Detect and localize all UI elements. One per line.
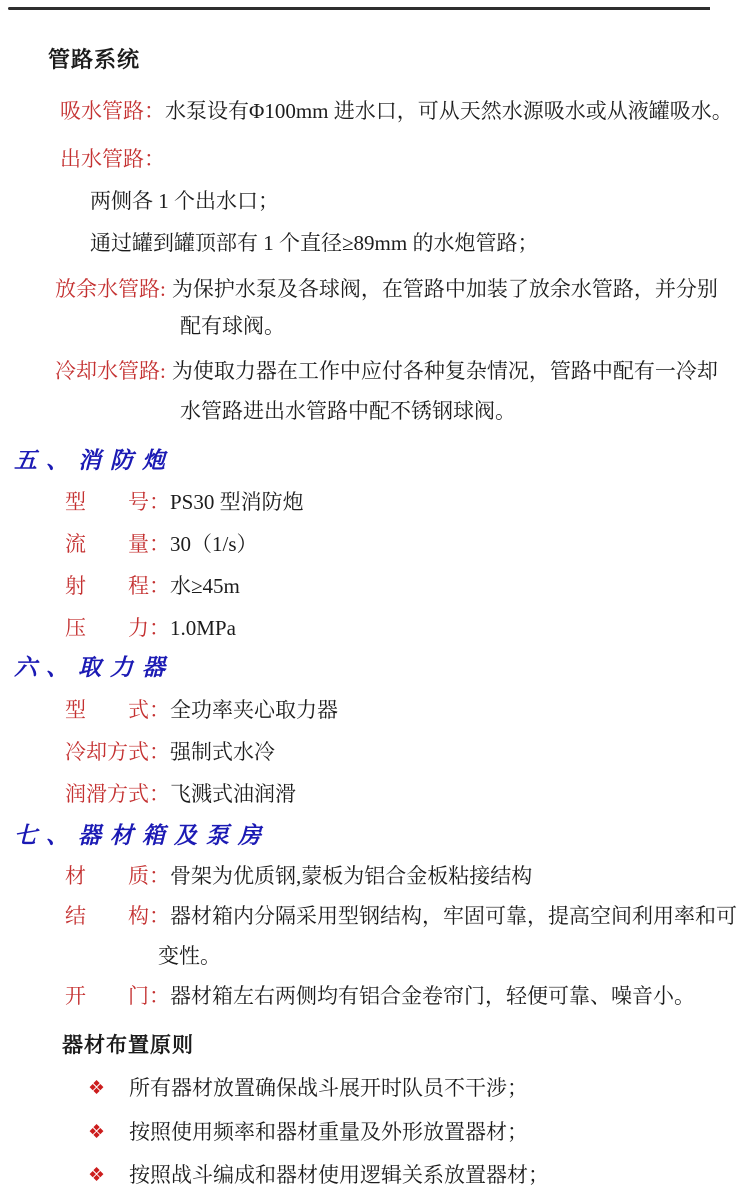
spec-label-model: 型 号： [65, 490, 170, 514]
principle-item-2 [88, 1119, 528, 1146]
spec-row-range [65, 573, 240, 599]
spec-value-pressure: 1.0MPa [170, 616, 236, 640]
drain-pipe-text-2: 配有球阀。 [180, 314, 285, 338]
diamond-bullet-icon: ❖ [88, 1122, 106, 1143]
spec-label-flow: 流 量： [65, 532, 170, 556]
cooling-pipe-line-1 [55, 358, 718, 384]
spec-label-pressure: 压 力： [65, 616, 170, 640]
cooling-pipe-label: 冷却水管路: [55, 359, 166, 383]
outlet-item-1: 两侧各 1 个出水口； [90, 189, 279, 213]
spec-label-pto-cooling: 冷却方式： [65, 740, 170, 764]
spec-row-pto-cooling [65, 739, 275, 765]
suction-pipe-text: 水泵设有Φ100mm 进水口，可从天然水源吸水或从液罐吸水。 [165, 99, 733, 123]
section-heading-pto: 六、取力器 [14, 655, 174, 680]
spec-value-flow: 30（1/s） [170, 532, 258, 556]
diamond-bullet-icon: ❖ [88, 1078, 106, 1099]
principle-item-1 [88, 1075, 528, 1102]
outlet-item-2: 通过罐到罐顶部有 1 个直径≥89mm 的水炮管路； [90, 231, 539, 255]
section-heading-fire-monitor: 五、消防炮 [14, 448, 174, 473]
spec-row-doors [65, 983, 695, 1009]
spec-label-pto-lubrication: 润滑方式： [65, 782, 170, 806]
diamond-bullet-icon: ❖ [88, 1165, 106, 1186]
cooling-pipe-text-2: 水管路进出水管路中配不锈钢球阀。 [180, 399, 516, 423]
spec-label-pto-type: 型 式： [65, 698, 170, 722]
principle-text-1: 所有器材放置确保战斗展开时队员不干涉； [129, 1076, 529, 1100]
spec-row-pto-lubrication [65, 781, 296, 807]
spec-value-pto-lubrication: 飞溅式油润滑 [170, 782, 296, 806]
principles-title: 器材布置原则 [62, 1034, 194, 1057]
drain-pipe-text-1: 为保护水泵及各球阀，在管路中加装了放余水管路，并分别 [171, 277, 718, 301]
spec-value-range: 水≥45m [170, 574, 240, 598]
principle-text-2: 按照使用频率和器材重量及外形放置器材； [129, 1120, 529, 1144]
suction-pipe-line [60, 98, 733, 124]
spec-value-material: 骨架为优质钢,蒙板为铝合金板粘接结构 [170, 864, 533, 888]
spec-row-pto-type [65, 697, 338, 723]
spec-row-material [65, 863, 532, 889]
spec-value-model: PS30 型消防炮 [170, 490, 304, 514]
spec-row-model [65, 489, 304, 515]
section-heading-equipment-box: 七、器材箱及泵房 [14, 823, 270, 848]
principle-text-3: 按照战斗编成和器材使用逻辑关系放置器材； [129, 1163, 550, 1187]
drain-pipe-label: 放余水管路: [55, 277, 166, 301]
spec-value-pto-cooling: 强制式水冷 [170, 740, 275, 764]
drain-pipe-line-1 [55, 276, 718, 302]
principle-item-3 [88, 1162, 549, 1189]
spec-value-structure-cont: 变性。 [158, 944, 221, 968]
spec-label-material: 材 质： [65, 864, 170, 888]
outlet-pipe-label: 出水管路： [60, 147, 165, 171]
spec-value-structure: 器材箱内分隔采用型钢结构，牢固可靠，提高空间利用率和可 [170, 904, 737, 928]
spec-label-structure: 结 构： [65, 904, 170, 928]
cooling-pipe-text-1: 为使取力器在工作中应付各种复杂情况，管路中配有一冷却 [171, 359, 718, 383]
spec-row-pressure [65, 615, 236, 641]
spec-label-doors: 开 门： [65, 984, 170, 1008]
pipeline-section-title: 管路系统 [48, 47, 141, 72]
spec-row-structure [65, 903, 737, 929]
suction-pipe-label: 吸水管路： [60, 99, 165, 123]
spec-row-flow [65, 531, 258, 557]
spec-value-doors: 器材箱左右两侧均有铝合金卷帘门，轻便可靠、噪音小。 [170, 984, 695, 1008]
spec-label-range: 射 程： [65, 574, 170, 598]
top-rule [8, 7, 710, 10]
spec-value-pto-type: 全功率夹心取力器 [170, 698, 338, 722]
